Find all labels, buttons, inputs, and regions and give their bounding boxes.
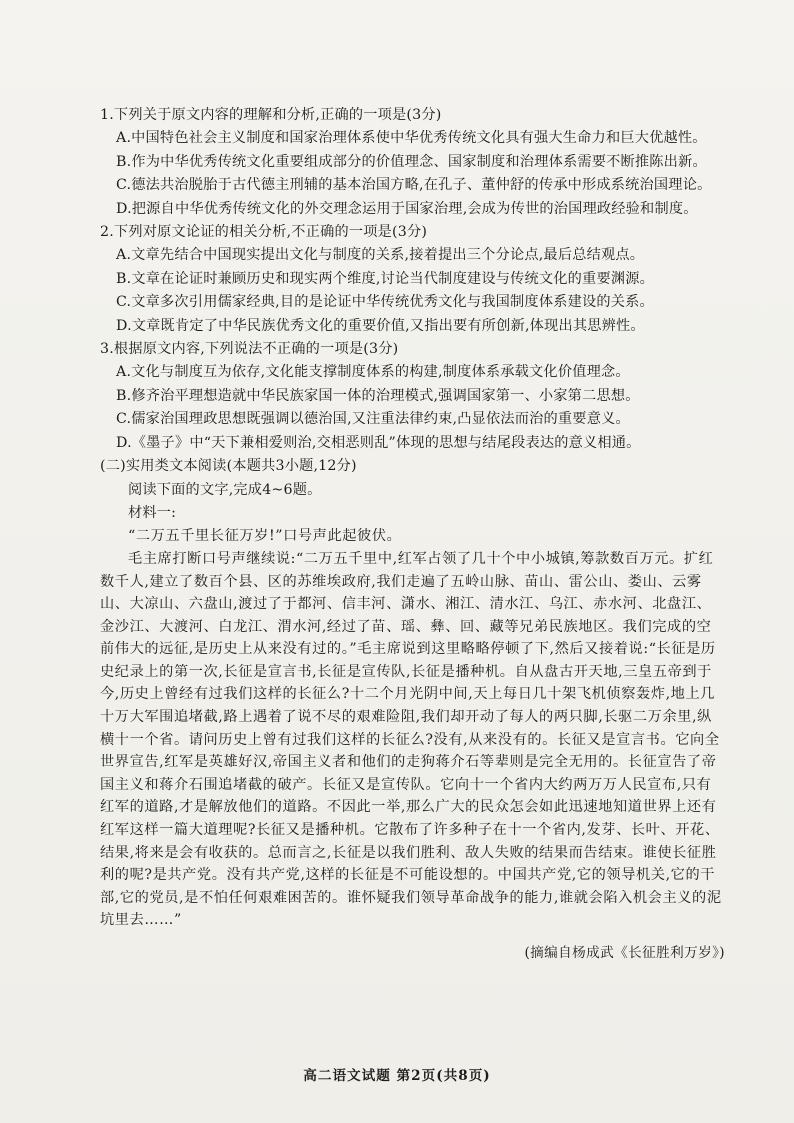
option-d: D.文章既肯定了中华民族优秀文化的重要价值,又指出要有所创新,体现出其思辨性。 <box>116 317 645 334</box>
question-3 <box>100 338 725 455</box>
passage-paragraph: “二万五千里长征万岁!”口号声此起彼伏。 <box>128 528 402 545</box>
option-d: D.把源自中华优秀传统文化的外交理念运用于国家治理,会成为传世的治国理政经验和制度。 <box>116 200 698 217</box>
page-footer: 高二语文试题 第2页(共8页) <box>303 1068 491 1084</box>
option-a: A.文章先结合中国现实提出文化与制度的关系,接着提出三个分论点,最后总结观点。 <box>116 247 645 264</box>
option-c: C.儒家治国理政思想既强调以德治国,又注重法律约束,凸显依法而治的重要意义。 <box>116 411 630 428</box>
option-b: B.修齐治平理想造就中华民族家国一体的治理模式,强调国家第一、小家第二思想。 <box>116 387 640 404</box>
question-stem: 3.根据原文内容,下列说法不正确的一项是(3分) <box>100 341 399 358</box>
source-citation: (摘编自杨成武《长征胜利万岁》) <box>524 945 725 961</box>
reading-instruction: 阅读下面的文字,完成4~6题。 <box>128 481 322 498</box>
question-stem: 2.下列对原文论证的相关分析,不正确的一项是(3分) <box>100 224 428 241</box>
option-c: C.文章多次引用儒家经典,目的是论证中华传统优秀文化与我国制度体系建设的关系。 <box>116 294 654 311</box>
option-b: B.作为中华优秀传统文化重要组成部分的价值理念、国家制度和治理体系需要不断推陈出新。 <box>116 153 707 170</box>
page-content <box>100 104 725 965</box>
option-a: A.中国特色社会主义制度和国家治理体系使中华优秀传统文化具有强大生命力和巨大优越性。 <box>116 130 707 147</box>
passage-paragraph: 毛主席打断口号声继续说:“二万五千里中,红军占领了几十个中小城镇,筹款数百万元。扩红数千人,建立了数百个县、区的苏维埃政府,我们走遍了五岭山脉、苗山、雷公山、娄山、云雾山、大凉山、六盘山,渡过了于都河、信丰河、潇水、湘江、清水江、乌江、赤水河、北盘江、金沙江、大渡河、白龙江、渭水河,经过了苗、瑶、彝、回、藏等兄弟民族地区。我们完成的空前伟大的远征,是历史上从来没有过的。”毛主席说到这里略略停顿了下,然后又接着说:“长征是历史纪录上的第一次,长征是宣言书,长征是宣传队,长征是播种机。自从盘古开天地,三皇五帝到于今,历史上曾经有过我们这样的长征么?十二个月光阴中间,天上每日几十架飞机侦察轰炸,地上几十万大军围追堵截,路上遇着了说不尽的艰难险阻,我们却开动了每人的两只脚,长驱二万余里,纵横十一个省。请问历史上曾有过我们这样的长征么?没有,从来没有的。长征又是宣言书。它向全世界宣告,红军是英雄好汉,帝国主义者和他们的走狗蒋介石等辈则是完全无用的。长征宣告了帝国主义和蒋介石围追堵截的破产。长征又是宣传队。它向十一个省内大约两万万人民宣布,只有红军的道路,才是解放他们的道路。不因此一举,那么广大的民众怎会如此迅速地知道世界上还有红军这样一篇大道理呢?长征又是播种机。它散布了许多种子在十一个省内,发芽、长叶、开花、结果,将来是会有收获的。总而言之,长征是以我们胜利、敌人失败的结果而告结束。谁使长征胜利的呢?是共产党。没有共产党,这样的长征是不可能设想的。中国共产党,它的领导机关,它的干部,它的党员,是不怕任何艰难困苦的。谁怀疑我们领导革命战争的能力,谁就会陷入机会主义的泥坑里去……” <box>100 550 722 929</box>
question-stem: 1.下列关于原文内容的理解和分析,正确的一项是(3分) <box>100 107 442 123</box>
section-title: (二)实用类文本阅读(本题共3小题,12分) <box>100 458 357 475</box>
question-2 <box>100 221 725 338</box>
question-1 <box>100 104 725 221</box>
option-b: B.文章在论证时兼顾历史和现实两个维度,讨论当代制度建设与传统文化的重要渊源。 <box>116 270 654 287</box>
material-label: 材料一: <box>128 504 177 521</box>
option-a: A.文化与制度互为依存,文化能支撑制度体系的构建,制度体系承载文化价值理念。 <box>116 364 630 381</box>
option-d: D.《墨子》中“天下兼相爱则治,交相恶则乱”体现的思想与结尾段表达的意义相通。 <box>116 434 641 451</box>
option-c: C.德法共治脱胎于古代德主刑辅的基本治国方略,在孔子、董仲舒的传承中形成系统治国理论。 <box>116 177 712 194</box>
